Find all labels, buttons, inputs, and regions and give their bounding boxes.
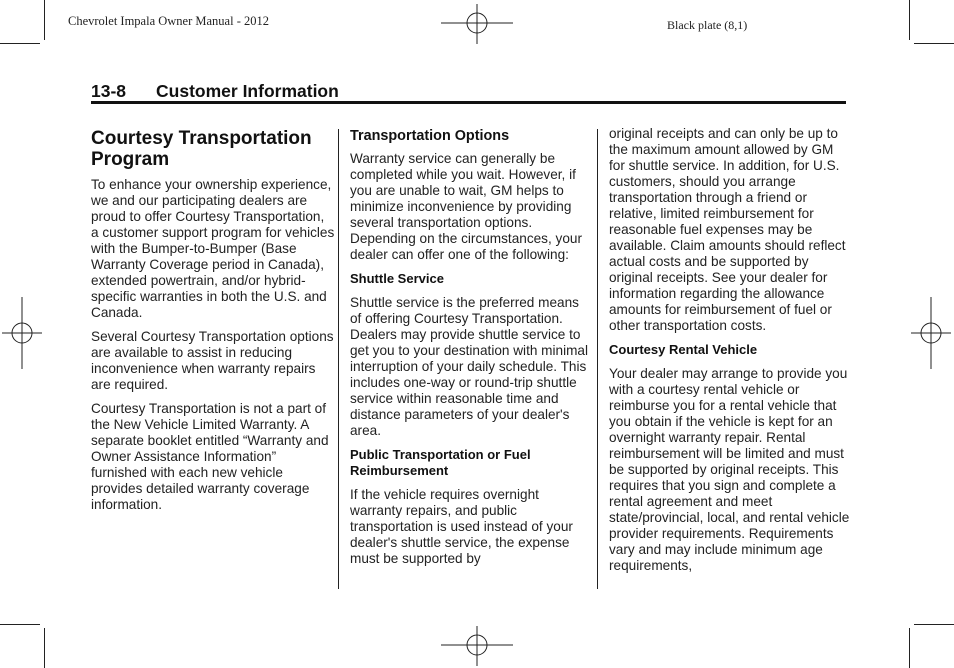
registration-mark-right <box>911 297 951 369</box>
crop-mark-bottom-right-v <box>909 628 910 668</box>
column-3 <box>609 126 853 582</box>
paragraph: Shuttle service is the preferred means of offering Courtesy Transportation. Dealers may provide shuttle service to get you to your destination with minimal interruption of your daily schedule. This includes one-way or round-trip shuttle service within reasonable time and distance parameters of your dealer's area. <box>350 295 589 438</box>
plate-label: Black plate (8,1) <box>667 18 748 32</box>
shuttle-service-subheading: Shuttle Service <box>350 271 444 286</box>
crop-mark-top-right-h <box>914 43 954 44</box>
crop-mark-top-right-v <box>909 0 910 40</box>
courtesy-transportation-heading: Courtesy Transportation Program <box>91 128 312 170</box>
courtesy-rental-vehicle-subheading: Courtesy Rental Vehicle <box>609 342 758 357</box>
crop-mark-top-left-h <box>0 43 40 44</box>
crop-mark-bottom-left-v <box>44 628 45 668</box>
manual-title: Chevrolet Impala Owner Manual - 2012 <box>68 14 269 28</box>
registration-mark-bottom <box>441 626 513 666</box>
crop-mark-top-left-v <box>44 0 45 40</box>
registration-mark-left <box>2 297 42 369</box>
column-divider-1 <box>338 129 339 589</box>
paragraph: Your dealer may arrange to provide you with a courtesy rental vehicle or reimburse you for a rental vehicle that you obtain if the vehicle is kept for an overnight warranty repair. Rental reimbursement will be limited and must be supported by original receipts. This requires that you sign and complete a rental agreement and meet state/provincial, local, and rental vehicle provider requirements. Requirements vary and may include minimum age requirements, <box>609 366 850 573</box>
registration-mark-top <box>441 4 513 44</box>
paragraph: original receipts and can only be up to the maximum amount allowed by GM for shuttle service. In addition, for U.S. customers, should you arrange transportation through a friend or relative, limited reimbursement for reasonable fuel expenses may be available. Claim amounts should reflect actual costs and be supported by original receipts. See your dealer for information regarding the allowance amounts for reimbursement of fuel or other transportation costs. <box>609 126 846 333</box>
section-number: 13-8 <box>91 81 127 101</box>
section-heading <box>91 81 339 102</box>
column-1 <box>91 126 335 521</box>
paragraph: If the vehicle requires overnight warranty repairs, and public transportation is used instead of your dealer's shuttle service, the expense must be supported by <box>350 487 573 566</box>
column-2 <box>350 127 594 575</box>
paragraph: Courtesy Transportation is not a part of the New Vehicle Limited Warranty. A separate booklet entitled “Warranty and Owner Assistance Information” furnished with each new vehicle provides detailed warranty coverage information. <box>91 401 329 512</box>
transportation-options-heading: Transportation Options <box>350 128 510 144</box>
paragraph: To enhance your ownership experience, we and our participating dealers are proud to offer Courtesy Transportation, a customer support program for vehicles with the Bumper-to-Bumper (Base Warranty Coverage period in Canada), extended powertrain, and/or hybrid-specific warranties in both the U.S. and Canada. <box>91 177 335 320</box>
paragraph: Several Courtesy Transportation options are available to assist in reducing inconvenience when warranty repairs are required. <box>91 329 334 392</box>
public-transportation-subheading: Public Transportation or Fuel Reimbursement <box>350 447 531 478</box>
section-title: Customer Information <box>156 81 339 101</box>
paragraph: Warranty service can generally be completed while you wait. However, if you are unable to wait, GM helps to minimize inconvenience by providing several transportation options. Depending on the circumstances, your dealer can offer one of the following: <box>350 151 582 262</box>
crop-mark-bottom-left-h <box>0 624 40 625</box>
crop-mark-bottom-right-h <box>914 624 954 625</box>
section-rule <box>91 101 846 104</box>
column-divider-2 <box>597 129 598 589</box>
